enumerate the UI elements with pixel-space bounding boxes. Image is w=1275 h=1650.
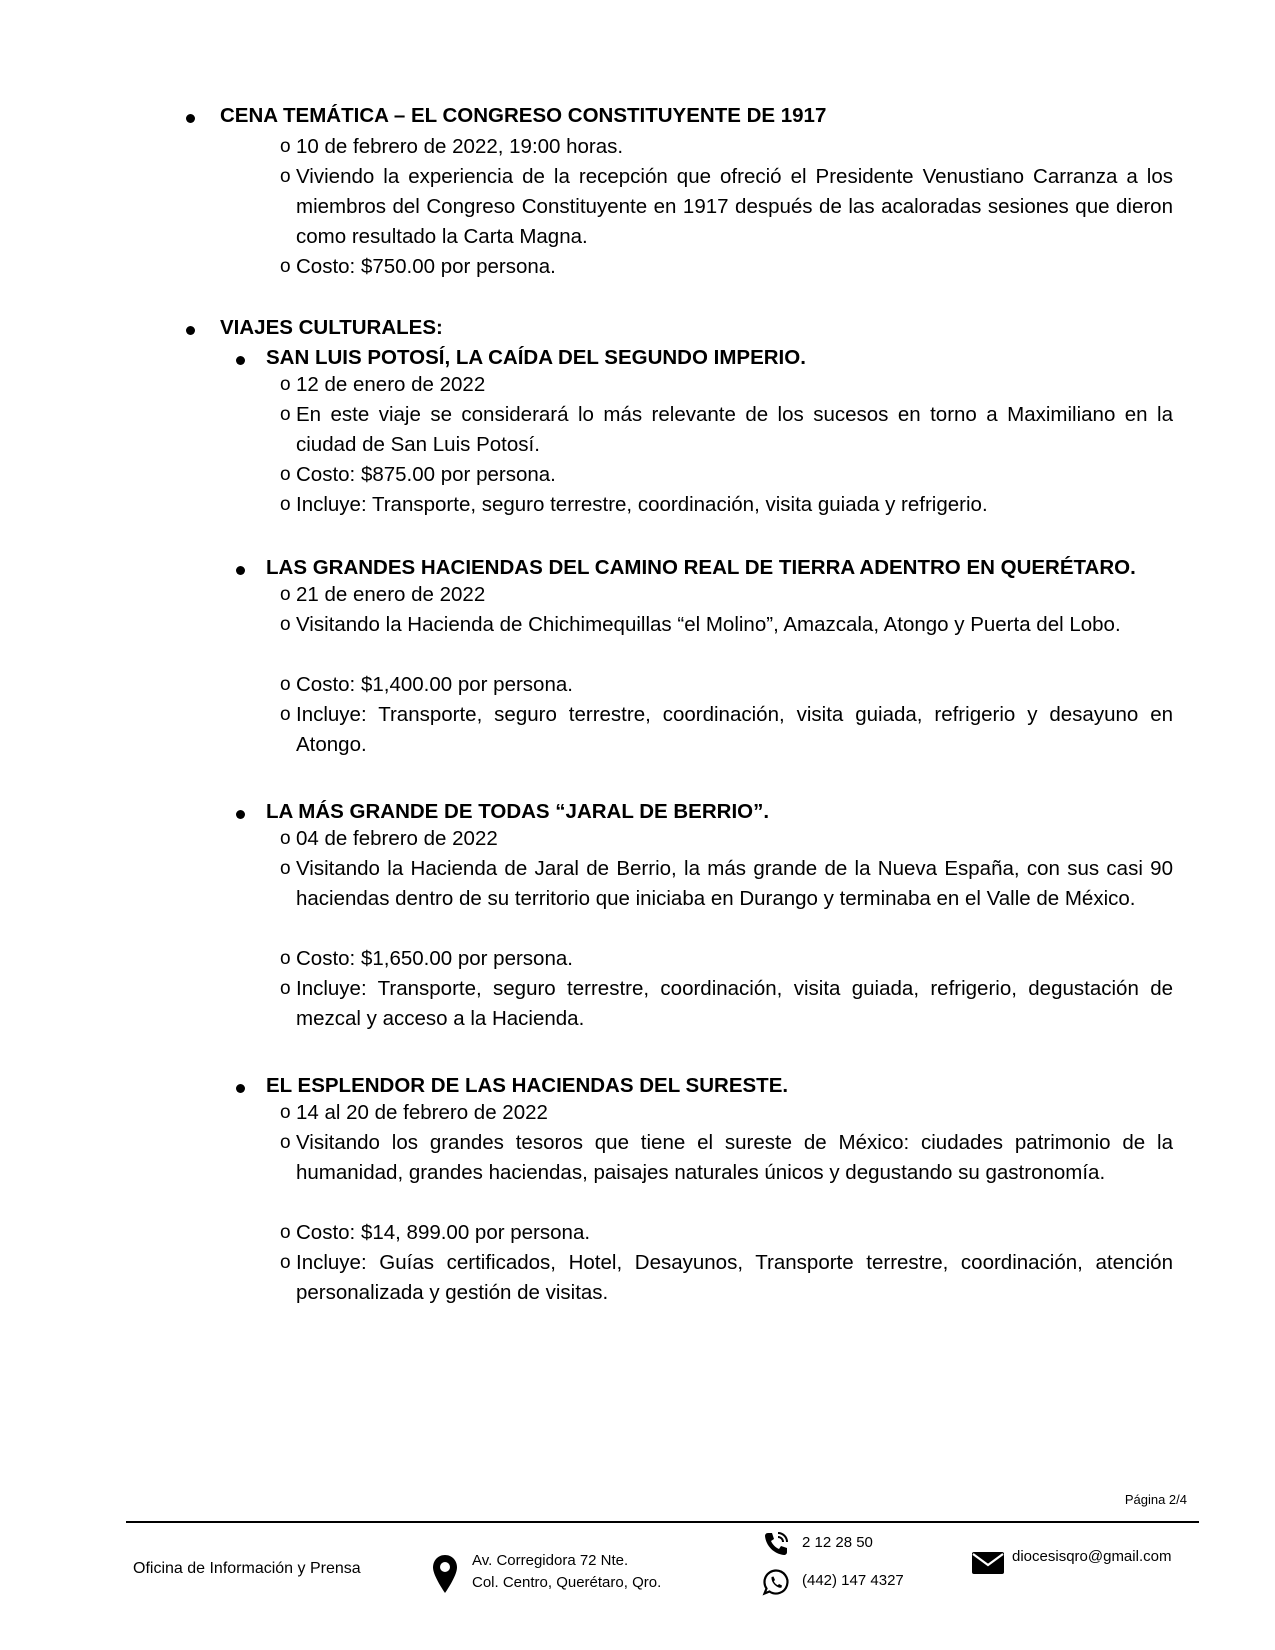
circle-bullet-icon: o: [280, 1102, 291, 1123]
address-line: Col. Centro, Querétaro, Qro.: [472, 1574, 662, 1591]
circle-bullet-icon: o: [280, 404, 291, 425]
list-item: o Costo: $14, 899.00 por persona.: [280, 1218, 1173, 1248]
list-item: o 10 de febrero de 2022, 19:00 horas.: [280, 132, 1173, 162]
circle-bullet-icon: o: [280, 1252, 291, 1273]
circle-bullet-icon: o: [280, 828, 291, 849]
list-item: o Costo: $875.00 por persona.: [280, 460, 1173, 490]
bullet-icon: [236, 566, 245, 575]
circle-bullet-icon: o: [280, 614, 291, 635]
trip-title: LA MÁS GRANDE DE TODAS “JARAL DE BERRIO”.: [266, 800, 770, 823]
whatsapp-icon: [762, 1568, 790, 1601]
circle-bullet-icon: o: [280, 464, 291, 485]
circle-bullet-icon: o: [280, 494, 291, 515]
circle-bullet-icon: o: [280, 256, 291, 277]
list-item: o En este viaje se considerará lo más relevante de los sucesos en torno a Maximiliano en la ciudad de San Luis Potosí.: [280, 400, 1173, 460]
circle-bullet-icon: o: [280, 136, 291, 157]
list-item: o Incluye: Transporte, seguro terrestre, coordinación, visita guiada, refrigerio y desayuno en Atongo.: [280, 700, 1173, 760]
list-item: o Costo: $1,400.00 por persona.: [280, 670, 1173, 700]
section-title-cena: CENA TEMÁTICA – EL CONGRESO CONSTITUYENTE DE 1917: [220, 104, 827, 127]
list-item: o Incluye: Transporte, seguro terrestre, coordinación, visita guiada y refrigerio.: [280, 490, 1173, 520]
footer-divider: [126, 1521, 1199, 1523]
circle-bullet-icon: o: [280, 858, 291, 879]
section-title-viajes: VIAJES CULTURALES:: [220, 316, 443, 339]
footer-phone: 2 12 28 50: [802, 1534, 873, 1551]
circle-bullet-icon: o: [280, 948, 291, 969]
list-item: o 12 de enero de 2022: [280, 370, 1173, 400]
circle-bullet-icon: o: [280, 584, 291, 605]
list-item: o Visitando los grandes tesoros que tiene el sureste de México: ciudades patrimonio de la humanidad, grandes haciendas, paisajes naturales únicos y degustando su gastronomía.: [280, 1128, 1173, 1188]
circle-bullet-icon: o: [280, 1222, 291, 1243]
circle-bullet-icon: o: [280, 374, 291, 395]
list-item: o Visitando la Hacienda de Chichimequillas “el Molino”, Amazcala, Atongo y Puerta del Lobo.: [280, 610, 1173, 640]
list-item: o 21 de enero de 2022: [280, 580, 1173, 610]
bullet-icon: [186, 326, 195, 335]
bullet-icon: [236, 1084, 245, 1093]
circle-bullet-icon: o: [280, 674, 291, 695]
circle-bullet-icon: o: [280, 166, 291, 187]
list-item: o Costo: $1,650.00 por persona.: [280, 944, 1173, 974]
phone-icon: [762, 1530, 790, 1563]
list-item: o Incluye: Transporte, seguro terrestre, coordinación, visita guiada, refrigerio, degustación de mezcal y acceso a la Hacienda.: [280, 974, 1173, 1034]
list-item: o Incluye: Guías certificados, Hotel, Desayunos, Transporte terrestre, coordinación, atención personalizada y gestión de visitas.: [280, 1248, 1173, 1308]
footer-address: [472, 1550, 661, 1594]
footer-office: Oficina de Información y Prensa: [133, 1560, 361, 1577]
trip-title: EL ESPLENDOR DE LAS HACIENDAS DEL SURESTE.: [266, 1074, 789, 1097]
circle-bullet-icon: o: [280, 704, 291, 725]
footer-whatsapp: (442) 147 4327: [802, 1572, 904, 1589]
circle-bullet-icon: o: [280, 1132, 291, 1153]
footer-email[interactable]: diocesisqro@gmail.com: [1012, 1548, 1172, 1565]
mail-icon: [971, 1550, 1005, 1581]
bullet-icon: [236, 810, 245, 819]
bullet-icon: [236, 356, 245, 365]
bullet-icon: [186, 114, 195, 123]
trip-title: LAS GRANDES HACIENDAS DEL CAMINO REAL DE TIERRA ADENTRO EN QUERÉTARO.: [266, 556, 1136, 579]
list-item: o 14 al 20 de febrero de 2022: [280, 1098, 1173, 1128]
list-item: o Costo: $750.00 por persona.: [280, 252, 1173, 282]
list-item: o 04 de febrero de 2022: [280, 824, 1173, 854]
list-item: o Visitando la Hacienda de Jaral de Berrio, la más grande de la Nueva España, con sus casi 90 haciendas dentro de su territorio que iniciaba en Durango y terminaba en el Valle de México.: [280, 854, 1173, 914]
page-number: Página 2/4: [1124, 1492, 1187, 1507]
list-item: o Viviendo la experiencia de la recepción que ofreció el Presidente Venustiano Carranza a los miembros del Congreso Constituyente en 1917 después de las acaloradas sesiones que dieron como resultado la Carta Magna.: [280, 162, 1173, 252]
trip-title: SAN LUIS POTOSÍ, LA CAÍDA DEL SEGUNDO IMPERIO.: [266, 346, 806, 369]
address-line: Av. Corregidora 72 Nte.: [472, 1552, 629, 1569]
circle-bullet-icon: o: [280, 978, 291, 999]
location-pin-icon: [432, 1554, 458, 1599]
